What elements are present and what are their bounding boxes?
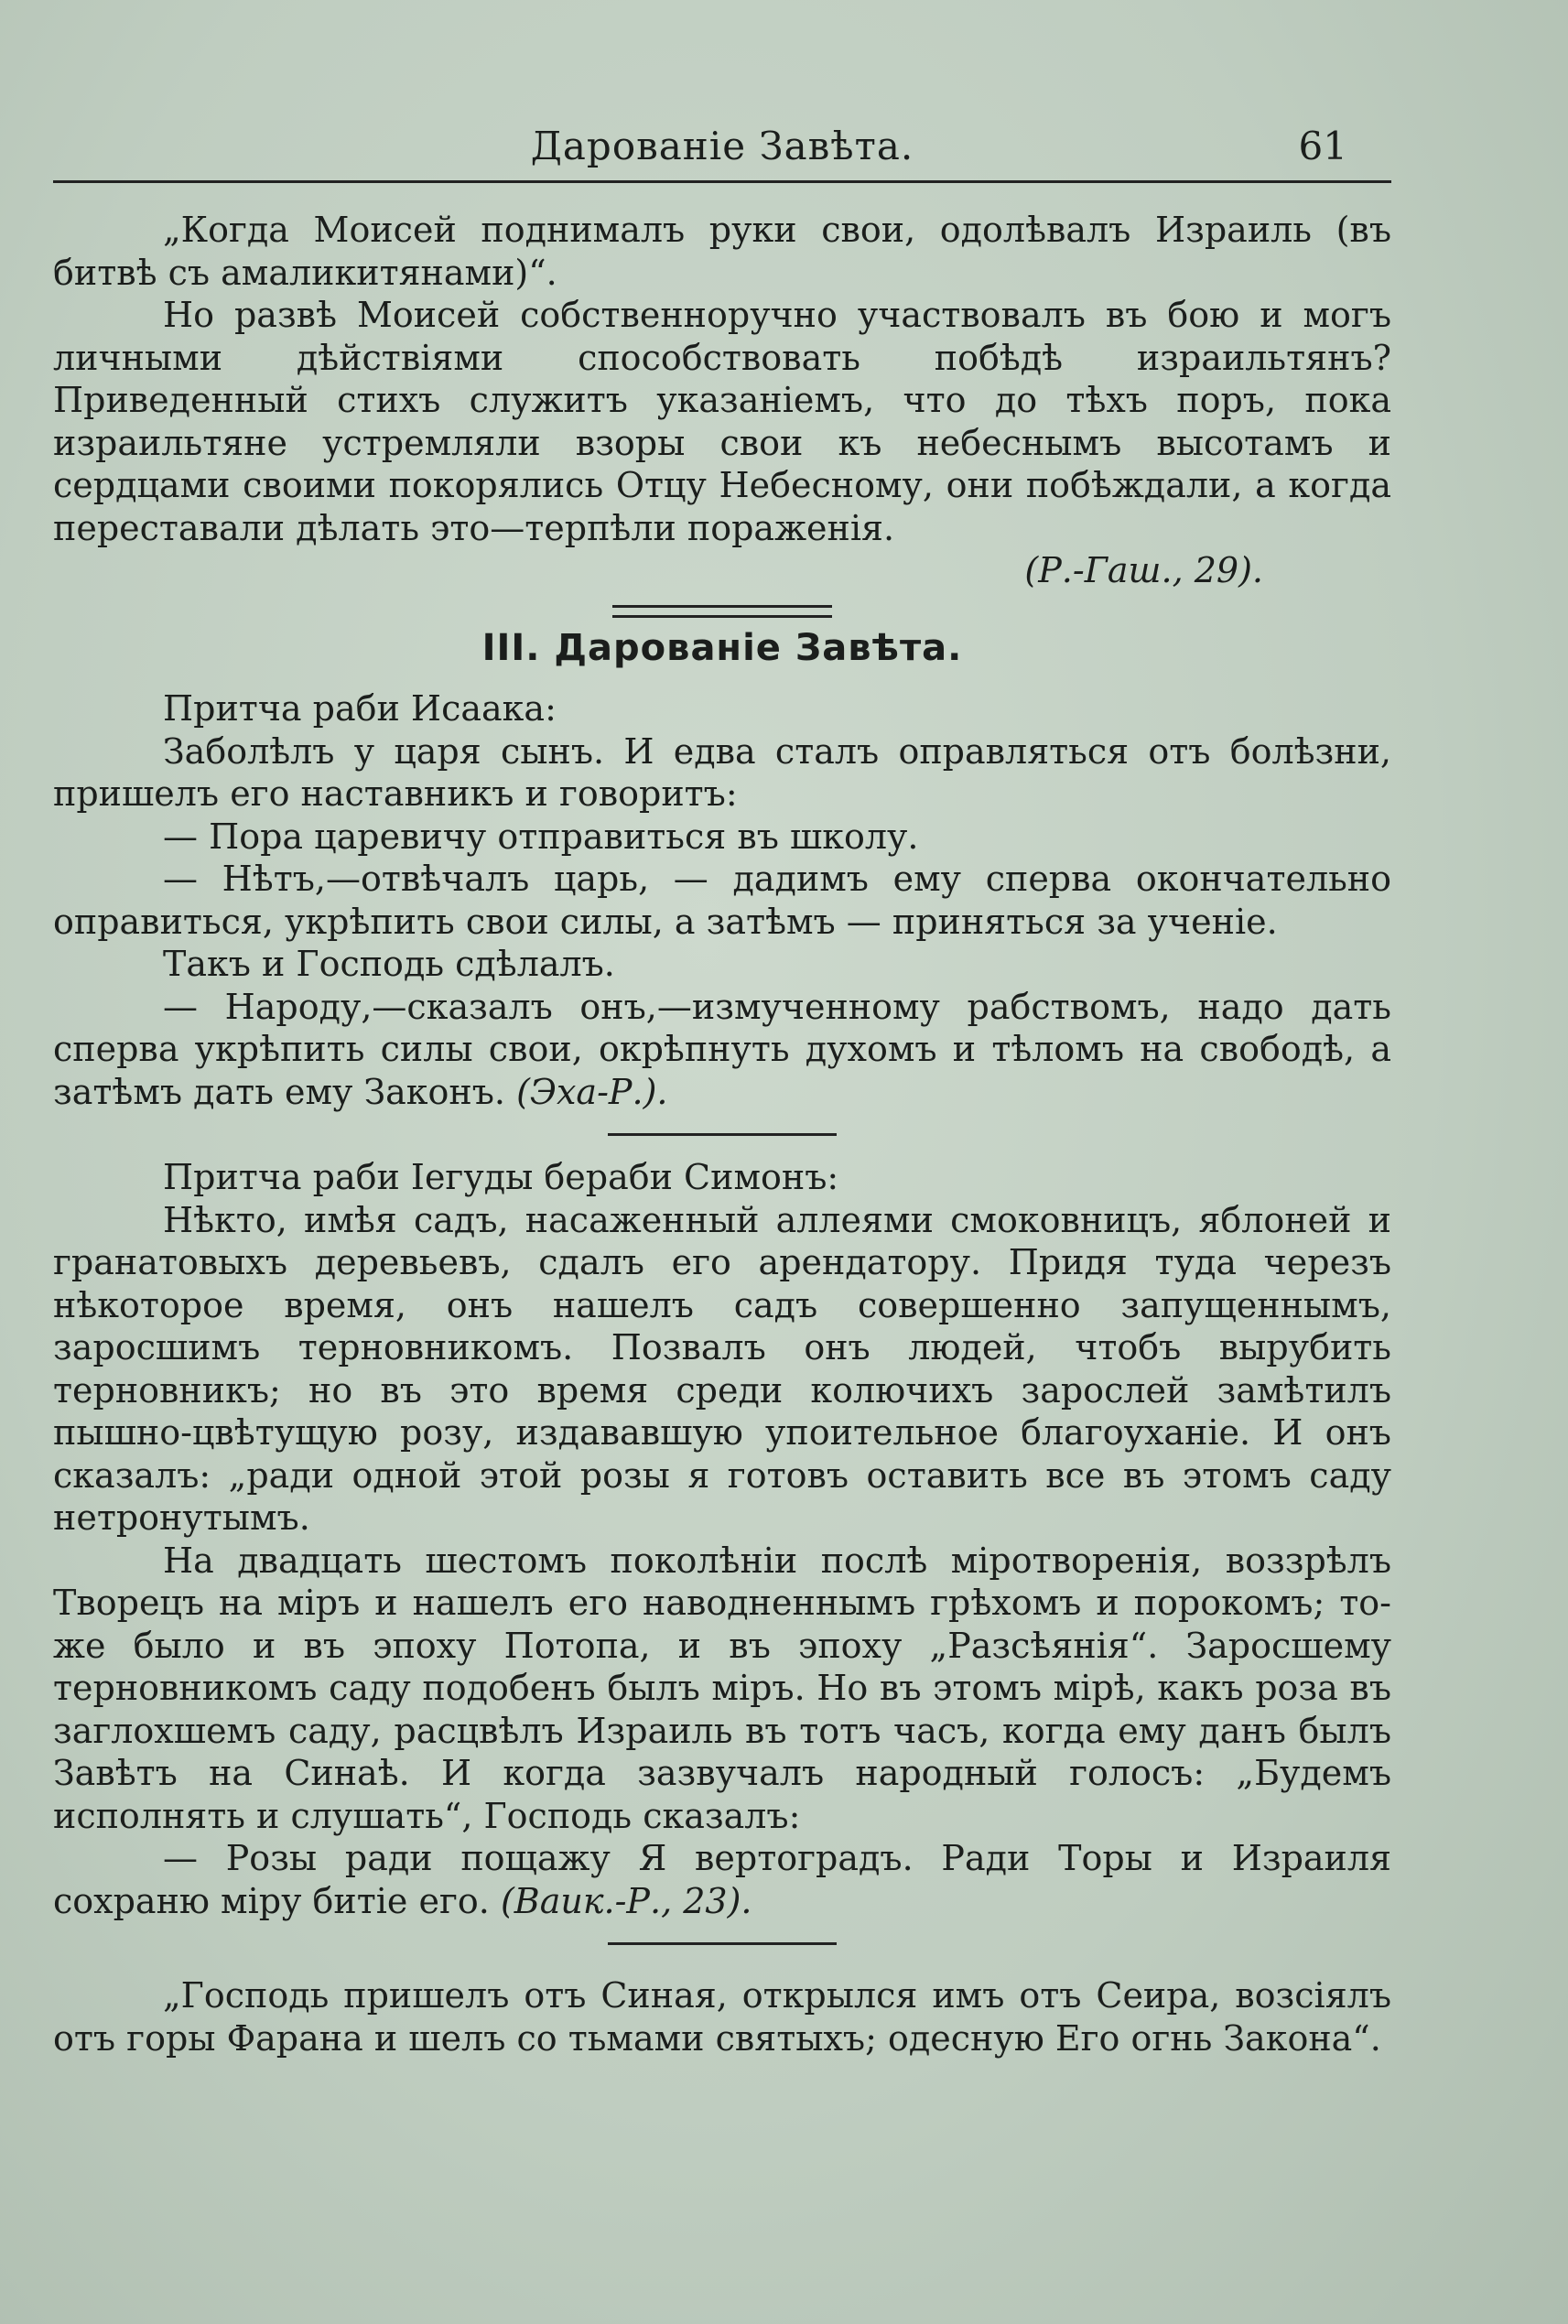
parable-paragraph: Заболѣлъ у царя сынъ. И едва сталъ оправляться отъ болѣзни, пришелъ его наставникъ и говоритъ:	[53, 730, 1391, 814]
source-citation: (Эха-Р.).	[516, 1071, 668, 1112]
dialogue-text: — Народу,—сказалъ онъ,—измученному рабствомъ, надо дать сперва укрѣпить силы свои, окрѣпнуть духомъ и тѣломъ на свободѣ, а затѣмъ дать ему Законъ.	[53, 986, 1391, 1112]
double-rule-divider	[612, 605, 832, 618]
rule-divider	[608, 1133, 837, 1136]
parable-intro: Притча раби Іегуды бераби Симонъ:	[163, 1157, 839, 1197]
dialogue-line: — Нѣтъ,—отвѣчалъ царь, — дадимъ ему сперва окончательно оправиться, укрѣпить свои силы, а затѣмъ — приняться за ученіе.	[53, 859, 1391, 942]
parable-paragraph: На двадцать шестомъ поколѣніи послѣ міротворенія, воззрѣлъ Творецъ на міръ и нашелъ его наводненнымъ грѣхомъ и порокомъ; то-же было и въ эпоху Потопа, и въ эпоху „Разсѣянія“. Заросшему терновникомъ саду подобенъ былъ міръ. Но въ этомъ мірѣ, какъ роза въ заглохшемъ саду, расцвѣлъ Израиль въ тотъ часъ, когда ему данъ былъ Завѣтъ на Синаѣ. И когда зазвучалъ народный голосъ: „Будемъ исполнять и слушать“, Господь сказалъ:	[53, 1540, 1391, 1836]
source-citation: (Ваик.-Р., 23).	[500, 1880, 752, 1921]
commentary-paragraph: Но развѣ Моисей собственноручно участвовалъ въ бою и могъ личными дѣйствіями способствовать побѣдѣ израильтянъ? Приведенный стихъ служитъ указаніемъ, что до тѣхъ поръ, пока израильтяне устремляли взоры свои къ небеснымъ высотамъ и сердцами своими покорялись Отцу Небесному, они побѣждали, а когда переставали дѣлать это—терпѣли пораженія.	[53, 295, 1391, 548]
parable-intro: Притча раби Исаака:	[163, 688, 557, 729]
page-header	[53, 124, 1391, 183]
dialogue-text: — Розы ради пощажу Я вертоградъ. Ради Торы и Израиля сохраню міру битіе его.	[53, 1838, 1391, 1921]
scripture-quote: „Господь пришелъ отъ Синая, открылся имъ отъ Сеира, возсіялъ отъ горы Фарана и шелъ со тьмами святыхъ; одесную Его огнь Закона“.	[53, 1975, 1391, 2059]
parable-paragraph: Такъ и Господь сдѣлалъ.	[163, 944, 615, 984]
page-body	[53, 209, 1391, 2059]
running-title: Дарованіе Завѣта.	[530, 124, 914, 168]
source-citation: (Р.-Гаш., 29).	[1024, 550, 1263, 590]
dialogue-line	[53, 986, 1391, 1114]
quote-paragraph: „Когда Моисей поднималъ руки свои, одолѣвалъ Израиль (въ битвѣ съ амаликитянами)“.	[53, 210, 1391, 293]
parable-paragraph: Нѣкто, имѣя садъ, насаженный аллеями смоковницъ, яблоней и гранатовыхъ деревьевъ, сдалъ его арендатору. Придя туда черезъ нѣкоторое время, онъ нашелъ садъ совершенно запущеннымъ, заросшимъ терновникомъ. Позвалъ онъ людей, чтобъ вырубить терновникъ; но въ это время среди колючихъ зарослей замѣтилъ пышно-цвѣтущую розу, издававшую упоительное благоуханіе. И онъ сказалъ: „ради одной этой розы я готовъ оставить все въ этомъ саду нетронутымъ.	[53, 1199, 1391, 1538]
rule-divider	[608, 1942, 837, 1945]
dialogue-line	[53, 1837, 1391, 1922]
dialogue-line: — Пора царевичу отправиться въ школу.	[163, 816, 919, 857]
page-number: 61	[1298, 124, 1347, 168]
section-heading: III. Дарованіе Завѣта.	[481, 626, 963, 669]
